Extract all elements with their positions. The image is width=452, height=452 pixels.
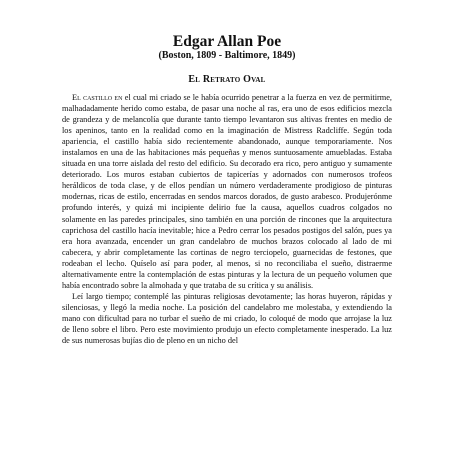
author-name: Edgar Allan Poe bbox=[172, 33, 282, 50]
document-page bbox=[62, 34, 392, 346]
paragraph-2-text: Leí largo tiempo; contemplé las pinturas religiosas devotamente; las horas huyeron, rápidas y silenciosas, y llegó la media noche. La posición del candelabro me molestaba, y extendiendo la mano con dificultad para no turbar el sueño de mi criado, lo coloqué de modo que arrojase la luz de lleno sobre el libro. Pero este movimiento produjo un efecto completamente inesperado. La luz de sus numerosas bujías dio de pleno en un nicho del bbox=[62, 291, 392, 346]
story-title: El Retrato Oval bbox=[188, 74, 266, 85]
paragraph-1-text: el cual mi criado se le había ocurrido penetrar a la fuerza en vez de permitirme, malhadadamente herido como estaba, de pasar una noche al ras, era uno de esos edificios mezcla de grandeza y de melancolía que durante tanto tiempo levantaron sus altivas frentes en medio de los apeninos, tanto en la realidad como en la imaginación de Mistress Radcliffe. Según toda apariencia, el castillo había sido recientemente abandonado, aunque temporariamente. Nos instalamos en una de las habitaciones más pequeñas y menos suntuosamente amuebladas. Estaba situada en una torre aislada del resto del edificio. Su decorado era rico, pero antiguo y sumamente deteriorado. Los muros estaban cubiertos de tapicerías y adornados con numerosos trofeos heráldicos de toda clase, y de ellos pendían un número verdaderamente prodigioso de pinturas modernas, ricas de estilo, encerradas en sendos marcos dorados, de gusto arabesco. Produjerónme profundo interés, y quizá mi incipiente delirio fue la causa, aquellos cuadros colgados no solamente en las paredes principales, sino también en una porción de rincones que la arquitectura caprichosa del castillo hacía inevitable; hice a Pedro cerrar los pesados postigos del salón, pues ya era hora avanzada, encender un gran candelabro de muchos brazos colocado al lado de mi cabecera, y abrir completamente las cortinas de negro terciopelo, guarnecidas de festones, que rodeaban el lecho. Quíselo así para poder, al menos, si no reconciliaba el sueño, distraerme alternativamente entre la contemplación de estas pinturas y la lectura de un pequeño volumen que había encontrado sobre la almohada y que trataba de su crítica y su análisis. bbox=[62, 93, 392, 290]
author-dates: (Boston, 1809 - Baltimore, 1849) bbox=[158, 50, 296, 61]
paragraph-1 bbox=[62, 92, 392, 291]
paragraph-2 bbox=[62, 291, 392, 346]
paragraph-1-lead: El castillo en bbox=[72, 93, 123, 102]
